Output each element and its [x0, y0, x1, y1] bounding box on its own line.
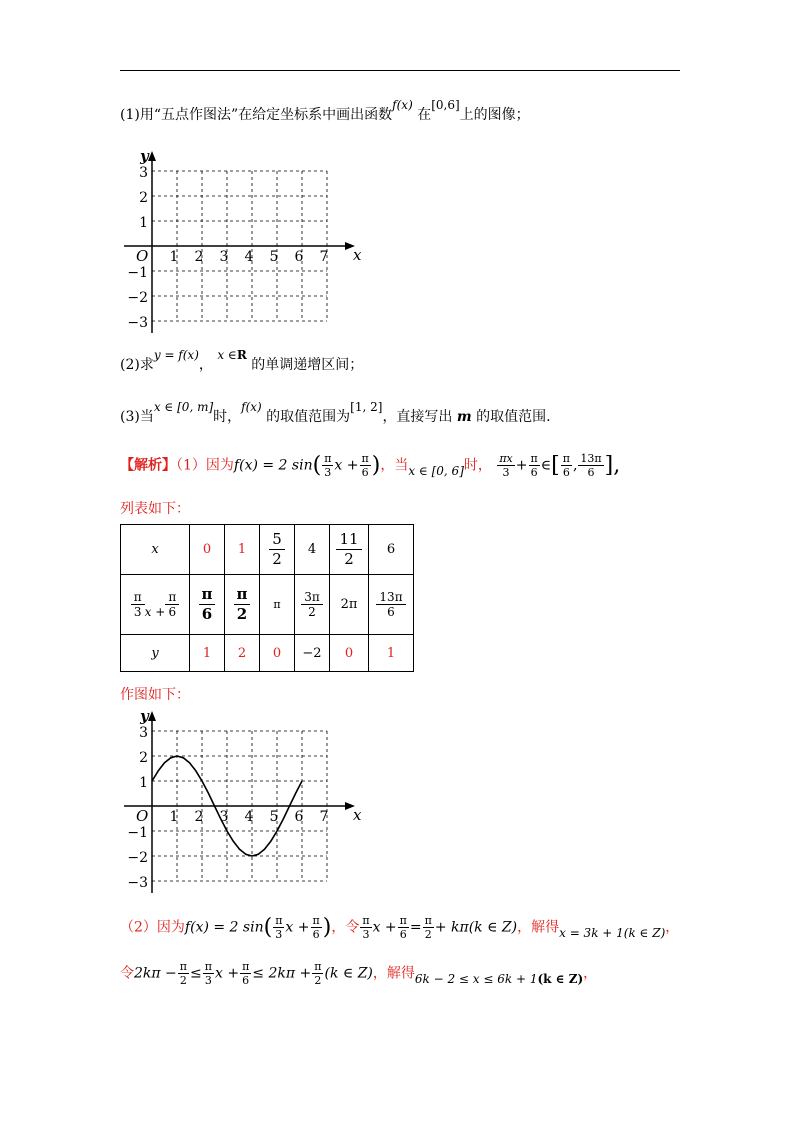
frac: [203, 960, 214, 987]
frac: [336, 530, 361, 569]
sol2-le1: ≤: [190, 965, 202, 982]
frac-num: π: [324, 452, 332, 465]
q2-text-a: 求: [139, 357, 154, 373]
table-cell: 1: [190, 635, 225, 672]
x-tick-label: 3: [219, 809, 229, 825]
table-cell: 0: [190, 525, 225, 575]
frac-den: 2: [179, 974, 187, 987]
sol1-rng-l: [: [551, 453, 560, 478]
graph-intro: 作图如下：: [120, 687, 190, 703]
frac: [312, 960, 323, 987]
y-tick-label: −3: [127, 875, 148, 891]
table-cell: 2π: [330, 575, 369, 635]
frac-num: π: [199, 585, 216, 605]
table-cell: 1: [225, 525, 260, 575]
table-row-arg: [121, 575, 414, 635]
x-tick-label: 4: [244, 249, 254, 265]
y-axis-label: y: [140, 707, 149, 725]
frac-den: 6: [387, 604, 395, 619]
frac: [578, 452, 603, 479]
frac-num: π: [312, 914, 320, 927]
frac: [398, 914, 409, 941]
q3-text-b: 时，: [213, 409, 242, 425]
table-cell: [295, 575, 330, 635]
frac-den: 3: [502, 466, 510, 479]
sol2-close: ): [322, 915, 332, 940]
frac-num: π: [165, 590, 179, 605]
frac-num: π: [362, 914, 370, 927]
q3-text-e: 的取值范围.: [476, 409, 551, 425]
q1-text-b: 在: [417, 107, 432, 123]
frac-num: π: [562, 452, 570, 465]
frac-den: 2: [308, 604, 316, 619]
y-tick-label: 1: [139, 775, 148, 791]
table-intro: 列表如下：: [120, 501, 190, 517]
x-tick-label: 2: [194, 809, 204, 825]
frac-num: π: [179, 960, 188, 973]
y-axis-label: y: [140, 147, 149, 165]
frac: [322, 452, 333, 479]
sol1-open: (: [312, 453, 322, 478]
frac-den: 3: [133, 604, 142, 619]
sol2-itail: (k ∈ Z): [324, 965, 373, 982]
origin-label: O: [136, 807, 149, 825]
table-cell: [260, 525, 295, 575]
frac: [178, 960, 189, 987]
y-tick-label: 2: [139, 190, 148, 206]
frac: [131, 590, 145, 619]
q3-func: f(x): [241, 400, 262, 414]
frac-den: 3: [275, 928, 283, 941]
frac-den: 2: [272, 550, 282, 568]
x-tick-label: 3: [219, 249, 229, 265]
table-cell: 0: [330, 635, 369, 672]
q2-sep: ，: [198, 357, 213, 373]
y-tick-label: 3: [139, 165, 148, 181]
frac: [165, 590, 179, 619]
x-axis-label: x: [353, 806, 362, 824]
header-rule: [120, 70, 680, 71]
q1-func: f(x): [392, 98, 413, 112]
x-tick-label: 6: [294, 809, 304, 825]
x-tick-label: 7: [319, 809, 329, 825]
frac: [360, 914, 371, 941]
frac: [561, 452, 572, 479]
table-cell: [190, 575, 225, 635]
q3-cond: x ∈ [0, m]: [153, 400, 214, 414]
table-cell: π: [260, 575, 295, 635]
y-tick-label: 2: [139, 750, 148, 766]
x-tick-label: 6: [294, 249, 304, 265]
sol1-plus: +: [515, 457, 528, 474]
table-row-y: [121, 635, 414, 672]
frac-den: 2: [344, 550, 354, 568]
frac-den: 6: [587, 466, 595, 479]
q1-interval: [0,6]: [431, 98, 460, 112]
frac-den: 6: [312, 928, 320, 941]
frac: [199, 585, 216, 624]
sol2-solve: ，解得: [517, 919, 560, 936]
frac-num: π: [361, 452, 369, 465]
frac-den: 6: [562, 466, 570, 479]
origin-label: O: [136, 247, 149, 265]
sol1-in: ∈: [540, 457, 552, 474]
frac-den: 2: [424, 928, 432, 941]
y-tick-label: −3: [127, 315, 148, 331]
frac-den: 3: [324, 466, 332, 479]
frac-den: 6: [399, 928, 407, 941]
sol2-solve2: ，解得: [372, 965, 415, 982]
x-tick-label: 7: [319, 249, 329, 265]
q3-number: (3): [120, 409, 140, 425]
table-cell: [121, 575, 190, 635]
x-tick-label: 4: [244, 809, 254, 825]
solution-2-line: [120, 914, 679, 941]
x-tick-label: 5: [269, 249, 279, 265]
question-3: [120, 400, 551, 426]
y-tick-label: −2: [127, 290, 148, 306]
y-tick-label: −2: [127, 850, 148, 866]
sol2-open: (: [263, 915, 273, 940]
table-cell: 4: [295, 525, 330, 575]
sol2-le2: ≤ 2kπ +: [252, 965, 312, 982]
sol1-close: ): [371, 453, 381, 478]
q2-number: (2): [120, 357, 140, 373]
y-tick-label: 3: [139, 725, 148, 741]
value-table: [120, 524, 414, 672]
frac-num: πx: [499, 452, 513, 465]
q3-text-a: 当: [139, 409, 154, 425]
sol1-f-lhs: f(x) = 2 sin: [233, 457, 313, 474]
q1-text-a: 用“五点作图法”在给定坐标系中画出函数: [139, 107, 393, 123]
question-2: [120, 348, 364, 374]
sol2-fx: x +: [285, 919, 310, 936]
frac: [497, 452, 514, 479]
q2-text-b: 的单调递增区间；: [251, 357, 364, 373]
solution-3-line: [120, 960, 597, 987]
sol2-end2: ，: [583, 965, 598, 982]
frac-den: 6: [201, 605, 213, 623]
table-row-x: [121, 525, 414, 575]
frac-den: 2: [314, 974, 322, 987]
q1-number: (1): [120, 107, 140, 123]
frac: [376, 590, 405, 619]
table-cell: x: [121, 525, 190, 575]
frac-den: 6: [361, 466, 369, 479]
frac: [360, 452, 371, 479]
table-label-x: x +: [144, 604, 166, 619]
table-cell: y: [121, 635, 190, 672]
sol1-when-a: ，当: [380, 457, 409, 474]
solution-tag: 【解析】: [120, 457, 176, 474]
solution-1-line: [120, 452, 620, 479]
sol2-part: （2）因为: [120, 919, 185, 936]
frac-num: π: [314, 960, 322, 973]
frac-num: 5: [269, 530, 285, 550]
q2-func: y = f(x): [153, 348, 199, 362]
frac-num: π: [399, 914, 407, 927]
frac-den: 3: [362, 928, 370, 941]
sol2-etail: + kπ(k ∈ Z): [434, 919, 518, 936]
x-tick-label: 1: [169, 249, 179, 265]
frac-den: 6: [168, 604, 177, 619]
sol1-fx: x +: [334, 457, 359, 474]
q2-domain-x: x ∈: [217, 348, 237, 362]
sol2-result: x = 3k + 1(k ∈ Z): [559, 925, 666, 940]
q3-text-c: 的取值范围为: [266, 409, 351, 425]
question-1: [120, 98, 530, 124]
frac-den: 6: [530, 466, 538, 479]
sol2-ix: x +: [214, 965, 240, 982]
frac-num: π: [204, 960, 212, 973]
y-axis-arrow-icon: [148, 711, 156, 721]
sol2-let: ，令: [331, 919, 360, 936]
table-cell: [225, 575, 260, 635]
sine-curve-plot: [118, 702, 368, 897]
frac-den: 2: [236, 605, 248, 623]
table-cell: 6: [369, 525, 414, 575]
x-tick-label: 1: [169, 809, 179, 825]
x-tick-label: 2: [194, 249, 204, 265]
sol2-eq: =: [409, 919, 422, 936]
sol1-when-cond: x ∈ [0, 6]: [408, 463, 464, 478]
frac-den: 3: [204, 974, 212, 987]
frac-den: 6: [242, 974, 250, 987]
frac-num: 13π: [580, 452, 602, 465]
q3-var: m: [456, 409, 472, 425]
frac: [301, 590, 323, 619]
q2-domain-R: R: [236, 348, 247, 362]
q3-text-d: ，直接写出: [382, 409, 453, 425]
frac-num: 13π: [376, 590, 405, 605]
table-cell: 0: [260, 635, 295, 672]
table-cell: [330, 525, 369, 575]
sol2-ia: 2kπ −: [134, 965, 177, 982]
table-cell: −2: [295, 635, 330, 672]
table-cell: 2: [225, 635, 260, 672]
y-tick-label: −1: [127, 825, 148, 841]
sol2-result2-cond: (k ∈ Z): [537, 971, 584, 986]
frac: [240, 960, 251, 987]
frac-num: π: [530, 452, 538, 465]
frac-num: π: [242, 960, 250, 973]
frac-num: π: [234, 585, 251, 605]
q3-range: [1, 2]: [350, 400, 383, 414]
frac: [529, 452, 540, 479]
frac-num: π: [131, 590, 145, 605]
frac: [273, 914, 284, 941]
frac-num: π: [424, 914, 432, 927]
sol2-end: ，: [665, 919, 680, 936]
sol2-f-lhs: f(x) = 2 sin: [184, 919, 264, 936]
frac: [269, 530, 285, 569]
sol1-rng-comma: ,: [572, 457, 578, 474]
sol2-result2: 6k − 2 ≤ x ≤ 6k + 1: [414, 971, 538, 986]
sol2-ex: x +: [372, 919, 397, 936]
frac: [311, 914, 322, 941]
empty-grid-plot: [118, 142, 368, 337]
frac-num: π: [275, 914, 283, 927]
frac: [423, 914, 434, 941]
y-tick-label: −1: [127, 265, 148, 281]
y-axis-arrow-icon: [148, 151, 156, 161]
x-tick-label: 5: [269, 809, 279, 825]
table-cell: [369, 575, 414, 635]
sol1-when-b: 时，: [463, 457, 492, 474]
x-axis-label: x: [353, 246, 362, 264]
y-tick-label: 1: [139, 215, 148, 231]
frac-num: 3π: [301, 590, 323, 605]
table-cell: 1: [369, 635, 414, 672]
frac-num: 11: [336, 530, 361, 550]
frac: [234, 585, 251, 624]
sol1-part: （1）因为: [176, 457, 234, 474]
sol2-let2: 令: [120, 965, 134, 982]
q1-text-c: 上的图像；: [459, 107, 530, 123]
sol1-rng-r: ],: [604, 453, 621, 478]
